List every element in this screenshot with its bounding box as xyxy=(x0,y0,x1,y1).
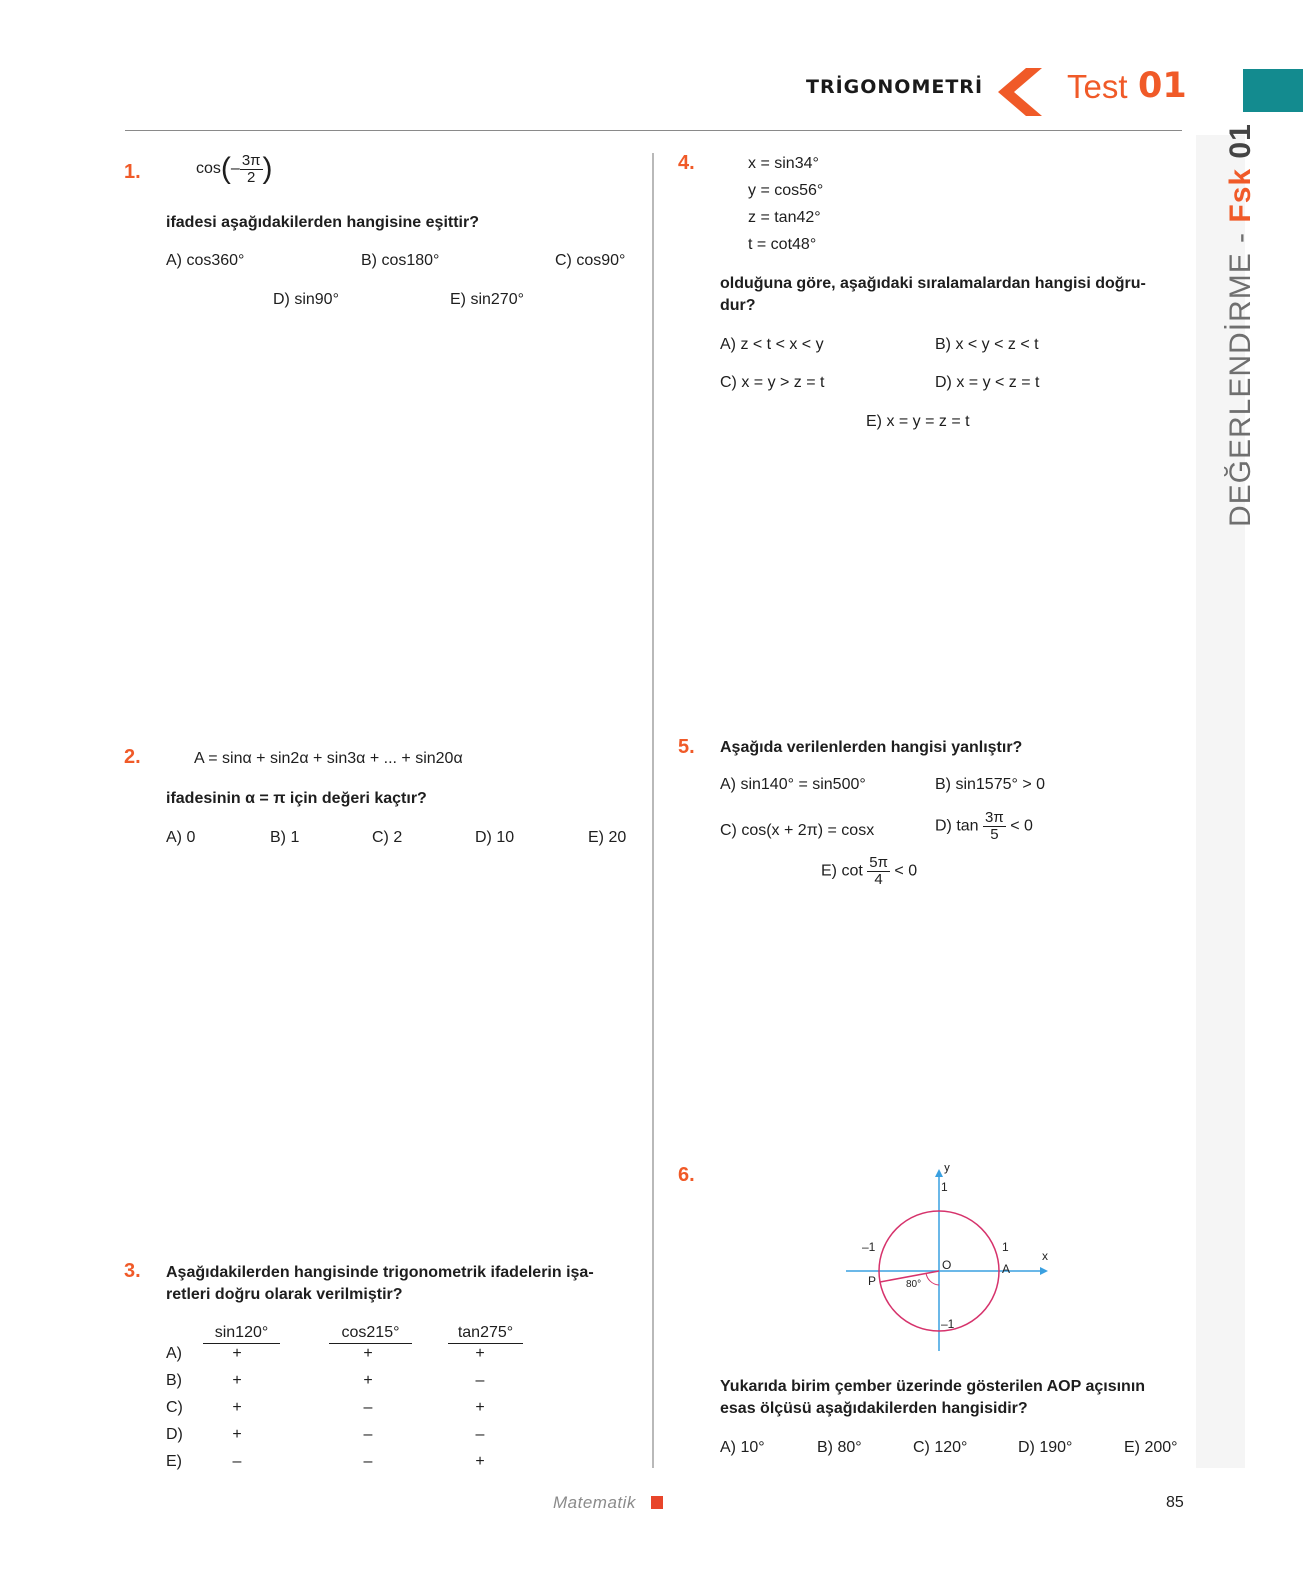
question-1-number: 1. xyxy=(124,161,141,183)
question-2-stem: ifadesinin α = π için değeri kaçtır? xyxy=(166,790,427,807)
x-left-label: –1 xyxy=(862,1240,876,1254)
question-5-number: 5. xyxy=(678,736,695,758)
chevron-left-icon xyxy=(994,68,1042,116)
q1-option-b[interactable]: B) cos180° xyxy=(361,252,440,269)
question-1-expression: cos(– $\frac{3\pi}{2}$ ) xyxy=(196,151,273,186)
y-top-label: 1 xyxy=(941,1180,948,1194)
q5-option-c[interactable]: C) cos(x + 2π) = cosx xyxy=(720,822,875,839)
sidebar-fasicle: Fsk xyxy=(1224,167,1257,223)
q4-given-x: x = sin34° xyxy=(748,155,819,172)
q5-d-fraction: $\frac{3\pi}{5}$ xyxy=(985,809,1004,843)
test-number: 01 xyxy=(1138,66,1187,106)
q4-given-t: t = cot48° xyxy=(748,236,817,253)
q1-minus: – xyxy=(230,160,240,178)
question-6-number: 6. xyxy=(678,1164,695,1186)
q6-option-b[interactable]: B) 80° xyxy=(817,1439,862,1456)
unit-circle-diagram xyxy=(840,1165,1070,1355)
question-6-stem-line2: esas ölçüsü aşağıdakilerden hangisidir? xyxy=(720,1400,1028,1417)
question-6-stem-line1: Yukarıda birim çember üzerinde gösterilen AOP açısının xyxy=(720,1378,1146,1395)
x-axis-arrow-icon xyxy=(1040,1267,1048,1275)
q5-option-d[interactable]: D) tan $\frac{3\pi}{5}$ < 0 xyxy=(935,809,1033,843)
point-a-label: A xyxy=(1002,1262,1011,1276)
test-label: Test xyxy=(1067,68,1128,105)
origin-label: O xyxy=(942,1258,952,1272)
q1-option-e[interactable]: E) sin270° xyxy=(450,291,524,308)
question-4-number: 4. xyxy=(678,152,695,174)
q4-given-y: y = cos56° xyxy=(748,182,824,199)
topic-title: TRİGONOMETRİ xyxy=(806,76,984,98)
q2-option-a[interactable]: A) 0 xyxy=(166,829,196,846)
q3-header-sin: sin120° xyxy=(203,1324,280,1344)
footer-subject: Matematik xyxy=(553,1493,636,1512)
angle-label: 80° xyxy=(906,1279,922,1290)
point-p-label: P xyxy=(868,1274,877,1288)
q2-option-e[interactable]: E) 20 xyxy=(588,829,627,846)
q6-option-c[interactable]: C) 120° xyxy=(913,1439,968,1456)
x-right-label: 1 xyxy=(1002,1240,1009,1254)
q4-option-b[interactable]: B) x < y < z < t xyxy=(935,336,1039,353)
q1-option-d[interactable]: D) sin90° xyxy=(273,291,339,308)
question-4-stem-line1: olduğuna göre, aşağıdaki sıralamalardan hangisi doğru- xyxy=(720,275,1146,292)
question-2-number: 2. xyxy=(124,746,141,768)
footer-square-icon xyxy=(651,1496,663,1509)
q3-header-cos: cos215° xyxy=(329,1324,412,1344)
q2-option-c[interactable]: C) 2 xyxy=(372,829,403,846)
question-1-stem: ifadesi aşağıdakilerden hangisine eşittir? xyxy=(166,214,479,231)
q4-option-d[interactable]: D) x = y < z = t xyxy=(935,374,1040,391)
question-3-stem-line1: Aşağıdakilerden hangisinde trigonometrik ifadelerin işa- xyxy=(166,1264,594,1281)
y-bottom-label: –1 xyxy=(941,1317,955,1331)
q1-func: cos xyxy=(196,160,221,178)
column-divider xyxy=(652,153,654,1468)
q6-option-e[interactable]: E) 200° xyxy=(1124,1439,1178,1456)
q3-header-tan: tan275° xyxy=(448,1324,523,1344)
q1-option-a[interactable]: A) cos360° xyxy=(166,252,245,269)
q5-e-fraction: $\frac{5\pi}{4}$ xyxy=(869,854,888,888)
q6-option-a[interactable]: A) 10° xyxy=(720,1439,765,1456)
q4-option-c[interactable]: C) x = y > z = t xyxy=(720,374,825,391)
q1-option-c[interactable]: C) cos90° xyxy=(555,252,626,269)
page-number: 85 xyxy=(1166,1494,1184,1511)
sidebar-prefix: DEĞERLENDİRME - xyxy=(1224,222,1257,527)
q4-given-z: z = tan42° xyxy=(748,209,821,226)
q5-option-b[interactable]: B) sin1575° > 0 xyxy=(935,776,1046,793)
y-axis-arrow-icon xyxy=(935,1169,943,1177)
q4-option-a[interactable]: A) z < t < x < y xyxy=(720,336,824,353)
header-tab xyxy=(1243,69,1303,112)
q5-option-a[interactable]: A) sin140° = sin500° xyxy=(720,776,866,793)
question-5-stem: Aşağıda verilenlerden hangisi yanlıştır? xyxy=(720,739,1023,756)
question-3-number: 3. xyxy=(124,1260,141,1282)
y-label: y xyxy=(944,1165,950,1174)
q5-option-e[interactable]: E) cot $\frac{5\pi}{4}$ < 0 xyxy=(821,854,918,888)
q6-option-d[interactable]: D) 190° xyxy=(1018,1439,1073,1456)
q4-option-e[interactable]: E) x = y = z = t xyxy=(866,413,970,430)
sidebar-number: 01 xyxy=(1224,123,1257,159)
question-4-stem-line2: dur? xyxy=(720,297,756,314)
q2-option-b[interactable]: B) 1 xyxy=(270,829,300,846)
header-divider xyxy=(125,130,1182,131)
q2-option-d[interactable]: D) 10 xyxy=(475,829,515,846)
q1-fraction: $\frac{3\pi}{2}$ xyxy=(241,151,261,186)
question-2-expression: A = sinα + sin2α + sin3α + ... + sin20α xyxy=(194,750,463,767)
sidebar-label xyxy=(1224,123,1258,527)
x-label: x xyxy=(1042,1249,1048,1263)
angle-arc xyxy=(926,1273,939,1285)
question-3-stem-line2: retleri doğru olarak verilmiştir? xyxy=(166,1286,403,1303)
